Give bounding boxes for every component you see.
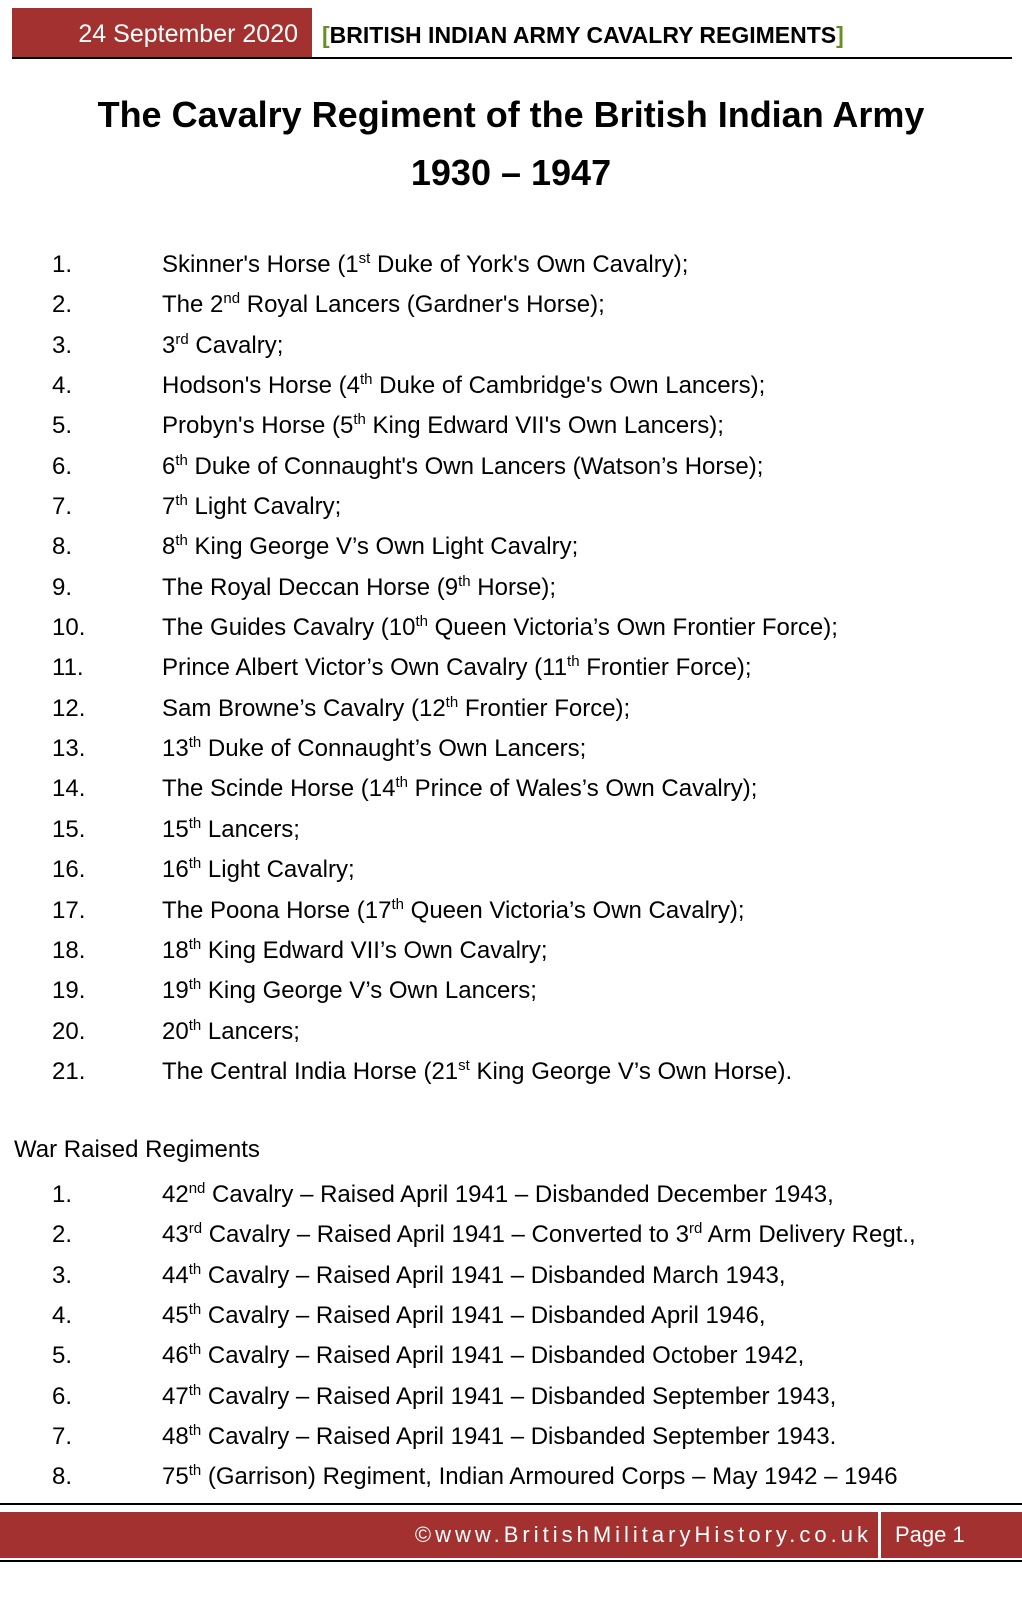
list-item-text: [162, 332, 283, 360]
list-item-text-post: Lancers;: [201, 815, 300, 843]
ordinal-suffix: th: [188, 855, 202, 873]
list-item-text: [162, 977, 537, 1005]
ordinal-suffix: nd: [223, 290, 241, 308]
bracket-close: ]: [836, 22, 844, 48]
list-item: [0, 285, 1022, 325]
list-item-text: [162, 493, 341, 521]
list-item-number: 20.: [52, 1017, 86, 1045]
list-item-text-pre: 47: [162, 1382, 189, 1410]
ordinal-suffix: th: [360, 371, 373, 389]
list-item-text: [162, 1018, 300, 1046]
ordinal-suffix: th: [395, 774, 408, 792]
ordinal-suffix: th: [353, 411, 366, 429]
list-item-text-pre: 20: [162, 1017, 189, 1045]
ordinal-suffix: rd: [688, 1220, 703, 1238]
list-item-text-pre: 45: [162, 1302, 189, 1330]
list-item-text-pre: 44: [162, 1261, 189, 1289]
list-item-number: 16.: [52, 856, 86, 884]
list-item-text-post: Queen Victoria’s Own Cavalry);: [403, 896, 745, 924]
list-item-number: 7.: [52, 1423, 73, 1451]
list-item-number: 6.: [52, 452, 73, 480]
list-item-number: 1.: [52, 1181, 73, 1208]
list-item-text-post: Duke of Connaught's Own Lancers (Watson’s Horse);: [187, 452, 764, 480]
list-item-number: 3.: [52, 1261, 73, 1289]
list-item: [0, 891, 1022, 931]
list-item-number: 11.: [52, 654, 84, 682]
list-item-text-post: Frontier Force);: [579, 654, 752, 682]
bracket-open: [: [322, 22, 330, 48]
ordinal-suffix: th: [445, 693, 459, 711]
list-item-number: 4.: [52, 372, 73, 400]
list-item-number: 13.: [52, 735, 86, 763]
list-item: [0, 689, 1022, 729]
list-item-text: [162, 574, 556, 602]
ordinal-suffix: th: [188, 1260, 202, 1278]
list-item-text-pre: 6: [162, 452, 176, 480]
list-item: [0, 971, 1022, 1011]
list-item-text-post: Royal Lancers (Gardner's Horse);: [240, 291, 605, 319]
ordinal-suffix: th: [415, 613, 428, 631]
list-item: [0, 568, 1022, 608]
list-item-number: 19.: [52, 977, 86, 1005]
list-item-text-pre: Prince Albert Victor’s Own Cavalry (11: [162, 654, 568, 682]
list-item-text-post: Duke of Cambridge's Own Lancers);: [372, 372, 766, 400]
list-item-text-post: Cavalry – Raised April 1941 – Disbanded December 1943,: [205, 1181, 834, 1208]
list-item-text-pre: The Royal Deccan Horse (9: [162, 573, 459, 601]
list-item-text-post: (Garrison) Regiment, Indian Armoured Corps – May 1942 – 1946: [201, 1463, 898, 1491]
list-item-text: [162, 614, 838, 642]
ordinal-suffix: nd: [188, 1180, 206, 1197]
list-item-text: [162, 856, 355, 884]
list-item: [0, 1336, 1022, 1376]
list-item-text-pre: 7: [162, 493, 176, 521]
list-item-text-post: Cavalry – Raised April 1941 – Converted to 3: [202, 1221, 689, 1249]
list-item: [0, 1012, 1022, 1052]
list-item-text-pre: 15: [162, 815, 189, 843]
list-item-number: 8.: [52, 1463, 73, 1491]
ordinal-suffix: th: [188, 734, 202, 752]
ordinal-suffix: th: [175, 451, 188, 469]
list-item-text: [162, 937, 548, 965]
list-item-number: 10.: [52, 614, 86, 642]
list-item-text-pre: 75: [162, 1463, 189, 1491]
list-item-text-pre: 48: [162, 1423, 189, 1451]
list-item-text: [162, 1058, 792, 1086]
list-item: [0, 366, 1022, 406]
list-item: [0, 487, 1022, 527]
list-item-text-post: Lancers;: [201, 1017, 300, 1045]
list-item-text: [162, 412, 724, 440]
ordinal-suffix: th: [188, 1341, 202, 1359]
ordinal-suffix: th: [567, 653, 580, 671]
list-item-number: 1.: [52, 251, 73, 278]
list-item-number: 2.: [52, 1221, 73, 1249]
list-item-number: 8.: [52, 533, 73, 561]
page-title: The Cavalry Regiment of the British Indian Army: [97, 94, 925, 135]
list-item-text: [162, 372, 765, 400]
ordinal-suffix: th: [188, 935, 202, 953]
list-item-text: [162, 1302, 766, 1330]
list-item: [0, 648, 1022, 688]
list-item-text: [162, 775, 757, 803]
list-item-text-pre: 13: [162, 735, 189, 763]
list-item-text: [162, 1423, 836, 1451]
list-item-text-pre: Probyn's Horse (5: [162, 412, 354, 440]
list-item-number: 17.: [52, 896, 86, 924]
list-item-text-pre: 8: [162, 533, 176, 561]
list-item-text-post: Frontier Force);: [458, 694, 631, 722]
list-item-text-post: Light Cavalry;: [187, 493, 342, 521]
list-item: [0, 447, 1022, 487]
list-item-text-post: Queen Victoria’s Own Frontier Force);: [427, 614, 838, 642]
header-title: [322, 18, 844, 52]
list-item-text: [162, 1262, 786, 1290]
list-item-text-post: Prince of Wales’s Own Cavalry);: [407, 775, 758, 803]
ordinal-suffix: st: [458, 1056, 470, 1074]
list-item-text-post: Cavalry – Raised April 1941 – Disbanded September 1943,: [201, 1382, 837, 1410]
list-item-number: 5.: [52, 412, 73, 440]
list-item-text-post: Arm Delivery Regt.,: [702, 1221, 916, 1249]
list-item-text-post: Duke of York's Own Cavalry);: [370, 251, 689, 278]
header-rule: [12, 57, 1012, 59]
list-item-text-pre: The Guides Cavalry (10: [162, 614, 416, 642]
list-item: [0, 810, 1022, 850]
list-item-text-post: Cavalry – Raised April 1941 – Disbanded September 1943.: [201, 1423, 837, 1451]
list-item: [0, 1052, 1022, 1092]
list-item: [0, 326, 1022, 366]
list-item-text: [162, 1221, 916, 1249]
list-item-number: 4.: [52, 1302, 73, 1330]
list-item-number: 21.: [52, 1057, 86, 1085]
list-item-text-post: Cavalry – Raised April 1941 – Disbanded October 1942,: [201, 1342, 805, 1370]
ordinal-suffix: th: [188, 1016, 202, 1034]
list-item: [0, 1377, 1022, 1417]
list-item-text: [162, 1383, 836, 1411]
list-item-text-pre: 18: [162, 936, 189, 964]
list-item-text: [162, 654, 752, 682]
list-item-text-post: King George V’s Own Horse).: [469, 1057, 793, 1085]
ordinal-suffix: th: [188, 1381, 202, 1399]
list-item-text-pre: The Central India Horse (21: [162, 1057, 459, 1085]
list-item-text-post: Cavalry;: [188, 331, 284, 359]
footer-rule-bottom: [0, 1560, 1022, 1562]
ordinal-suffix: th: [188, 1462, 202, 1480]
list-item-text: [162, 1181, 834, 1209]
ordinal-suffix: rd: [175, 330, 189, 348]
list-item-text-pre: The Poona Horse (17: [162, 896, 392, 924]
list-item-number: 3.: [52, 331, 73, 359]
list-item: [0, 608, 1022, 648]
list-item: [0, 1417, 1022, 1457]
list-item: [0, 406, 1022, 446]
footer-website[interactable]: ©www.BritishMilitaryHistory.co.uk: [414, 1522, 872, 1547]
list-item-text-pre: The Scinde Horse (14: [162, 775, 396, 803]
list-item-text-pre: 3: [162, 331, 176, 359]
ordinal-suffix: rd: [188, 1220, 203, 1238]
ordinal-suffix: th: [458, 572, 471, 590]
list-item-text-pre: Sam Browne’s Cavalry (12: [162, 694, 446, 722]
list-item-text-pre: 43: [162, 1221, 189, 1249]
war-raised-heading: War Raised Regiments: [14, 1136, 260, 1163]
list-item-number: 9.: [52, 573, 73, 601]
ordinal-suffix: th: [391, 895, 404, 913]
list-item-text-post: Cavalry – Raised April 1941 – Disbanded April 1946,: [201, 1302, 766, 1330]
list-item: [0, 527, 1022, 567]
regiment-list: [0, 245, 1022, 1092]
list-item: [0, 729, 1022, 769]
ordinal-suffix: th: [188, 1422, 202, 1440]
list-item-text-pre: Skinner's Horse (1: [162, 251, 359, 278]
ordinal-suffix: st: [358, 250, 371, 267]
list-item-text-pre: 46: [162, 1342, 189, 1370]
ordinal-suffix: th: [188, 976, 202, 994]
list-item-text-pre: 19: [162, 977, 189, 1005]
list-item-number: 14.: [52, 775, 86, 803]
list-item-text-post: Light Cavalry;: [201, 856, 355, 884]
list-item-text: [162, 816, 300, 844]
list-item-text: [162, 1463, 898, 1491]
footer-rule-top: [0, 1503, 1022, 1505]
list-item-number: 5.: [52, 1342, 73, 1370]
list-item-text: [162, 695, 630, 723]
list-item-text: [162, 453, 763, 481]
list-item: [0, 931, 1022, 971]
list-item: [0, 1256, 1022, 1296]
list-item: [0, 245, 1022, 285]
ordinal-suffix: th: [188, 1301, 202, 1319]
list-item-text-pre: 42: [162, 1181, 189, 1208]
page-title-years: 1930 – 1947: [410, 152, 612, 193]
list-item-number: 15.: [52, 815, 86, 843]
list-item-text-post: Duke of Connaught’s Own Lancers;: [201, 735, 587, 763]
footer-separator: [878, 1512, 881, 1558]
ordinal-suffix: th: [175, 532, 188, 550]
list-item-text: [162, 533, 578, 561]
ordinal-suffix: th: [175, 492, 188, 510]
list-item-number: 6.: [52, 1382, 73, 1410]
list-item-number: 18.: [52, 936, 86, 964]
footer-page-number: Page 1: [895, 1522, 965, 1547]
list-item-text: [162, 251, 688, 279]
ordinal-suffix: th: [188, 814, 202, 832]
list-item-text-pre: The 2: [162, 291, 224, 319]
list-item-number: 2.: [52, 291, 73, 319]
list-item: [0, 1457, 1022, 1497]
list-item-text-post: Cavalry – Raised April 1941 – Disbanded March 1943,: [201, 1261, 786, 1289]
list-item: [0, 769, 1022, 809]
list-item-text: [162, 291, 605, 319]
header-title-text: BRITISH INDIAN ARMY CAVALRY REGIMENTS: [329, 22, 837, 48]
header-date: 24 September 2020: [12, 8, 312, 58]
war-raised-list: [0, 1175, 1022, 1498]
list-item-text-post: King Edward VII’s Own Cavalry;: [201, 936, 548, 964]
list-item-text-pre: 16: [162, 856, 189, 884]
list-item: [0, 1296, 1022, 1336]
list-item-text: [162, 735, 586, 763]
list-item-text-post: King Edward VII's Own Lancers);: [365, 412, 724, 440]
list-item-text-post: Horse);: [470, 573, 556, 601]
list-item: [0, 1175, 1022, 1215]
list-item-text: [162, 897, 745, 925]
list-item-number: 7.: [52, 493, 73, 521]
list-item-number: 12.: [52, 694, 86, 722]
list-item-text-post: King George V’s Own Light Cavalry;: [187, 533, 579, 561]
list-item: [0, 850, 1022, 890]
list-item-text-pre: Hodson's Horse (4: [162, 372, 360, 400]
list-item-text-post: King George V’s Own Lancers;: [201, 977, 537, 1005]
list-item: [0, 1215, 1022, 1255]
list-item-text: [162, 1342, 804, 1370]
